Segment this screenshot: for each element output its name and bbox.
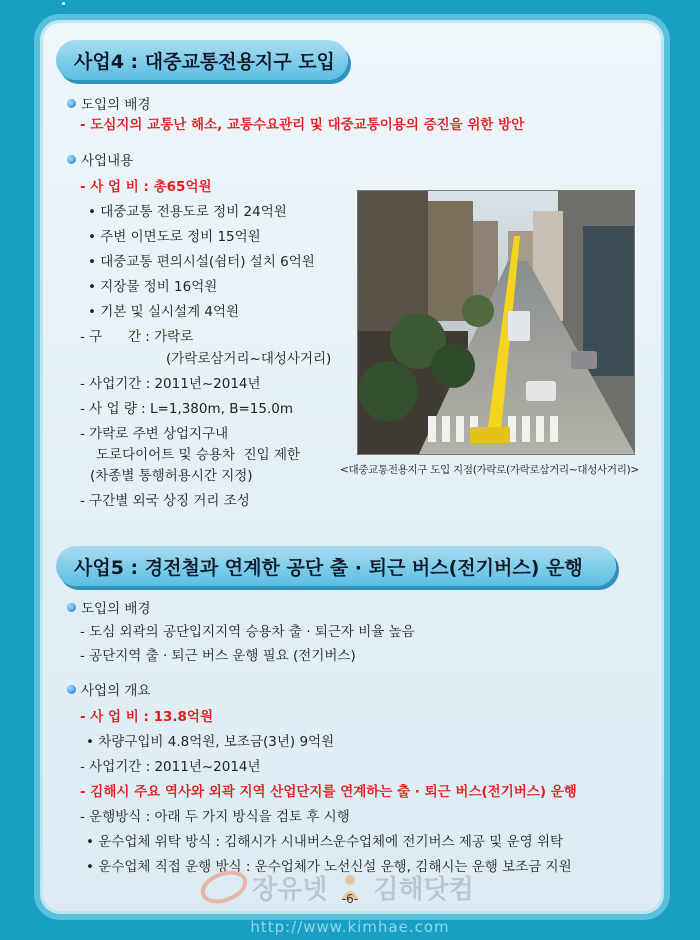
budget-item: • 주변 이면도로 정비 15억원 — [88, 229, 261, 245]
heading-text: 사업내용 — [81, 153, 134, 169]
heading-text: 사업의 개요 — [81, 683, 151, 699]
budget-item: • 기본 및 실시설계 4억원 — [88, 304, 240, 320]
logo-right-text: 김해닷컴 — [373, 874, 474, 905]
bullet-icon — [67, 603, 76, 612]
budget-item: • 대중교통 편의시설(쉼터) 설치 6억원 — [88, 254, 315, 270]
bullet-icon — [67, 685, 76, 694]
heading-text: 도입의 배경 — [81, 601, 151, 617]
section5-background-item: - 공단지역 출 · 퇴근 버스 운행 필요 (전기버스) — [80, 648, 356, 664]
photo-caption: <대중교통전용지구 도입 지점(가락로(가락로삼거리~대성사거리)> — [340, 464, 639, 476]
section4-section-detail: (가락로삼거리~대성사거리) — [166, 351, 332, 367]
section5-method-item: • 운수업체 위탁 방식 : 김해시가 시내버스운수업체에 전기버스 제공 및 운영 위탁 — [86, 834, 564, 850]
corner-mark — [62, 2, 65, 5]
section4-period: - 사업기간 : 2011년~2014년 — [80, 376, 261, 392]
section5-title-text: 사업5 : 경전철과 연계한 공단 출 · 퇴근 버스(전기버스) 운행 — [74, 556, 583, 579]
budget-item: • 대중교통 전용도로 정비 24억원 — [88, 204, 287, 220]
section4-budget: - 사 업 비 : 총65억원 — [80, 179, 212, 195]
section4-section-label: - 구 간 : 가락로 — [80, 329, 194, 345]
section5-background-heading — [67, 600, 151, 618]
section5-overview-heading — [67, 682, 151, 700]
section4-title-text: 사업4 : 대중교통전용지구 도입 — [74, 50, 335, 73]
bullet-icon — [67, 155, 76, 164]
section5-budget-detail: • 차량구입비 4.8억원, 보조금(3년) 9억원 — [86, 734, 335, 750]
street-photo-illustration — [358, 191, 635, 455]
section4-content-heading — [67, 152, 133, 170]
footer-url[interactable]: http://www.kimhae.com — [250, 918, 450, 936]
page-number: -6- — [341, 892, 359, 906]
section4-quantity: - 사 업 량 : L=1,380m, B=15.0m — [80, 401, 293, 417]
section5-goal: - 김해시 주요 역사와 외곽 지역 산업단지를 연계하는 출 · 퇴근 버스(전기버스) 운행 — [80, 784, 577, 800]
section5-period: - 사업기간 : 2011년~2014년 — [80, 759, 261, 775]
street-photo — [357, 190, 635, 455]
section4-street: - 구간별 외국 상징 거리 조성 — [80, 493, 250, 509]
section4-background-text: - 도심지의 교통난 해소, 교통수요관리 및 대중교통이용의 증진을 위한 방안 — [80, 117, 525, 133]
section4-restriction-3: (차종별 통행허용시간 지정) — [90, 468, 253, 484]
section4-background-heading — [67, 96, 151, 114]
section5-title — [56, 546, 616, 586]
logo-left-text: 장유넷 — [252, 874, 328, 905]
bullet-icon — [67, 99, 76, 108]
heading-text: 도입의 배경 — [81, 97, 151, 113]
section5-budget: - 사 업 비 : 13.8억원 — [80, 709, 214, 725]
section4-title — [56, 40, 348, 80]
section4-restriction-2: 도로다이어트 및 승용차 진입 제한 — [96, 447, 301, 463]
section4-restriction-1: - 가락로 주변 상업지구내 — [80, 426, 229, 442]
section5-method: - 운행방식 : 아래 두 가지 방식을 검토 후 시행 — [80, 809, 350, 825]
section5-background-item: - 도심 외곽의 공단입지지역 승용차 출 · 퇴근자 비율 높음 — [80, 624, 415, 640]
section5-method-item: • 운수업체 직접 운행 방식 : 운수업체가 노선신설 운행, 김해시는 운행 보조금 지원 — [86, 859, 572, 875]
budget-item: • 지장물 정비 16억원 — [88, 279, 218, 295]
